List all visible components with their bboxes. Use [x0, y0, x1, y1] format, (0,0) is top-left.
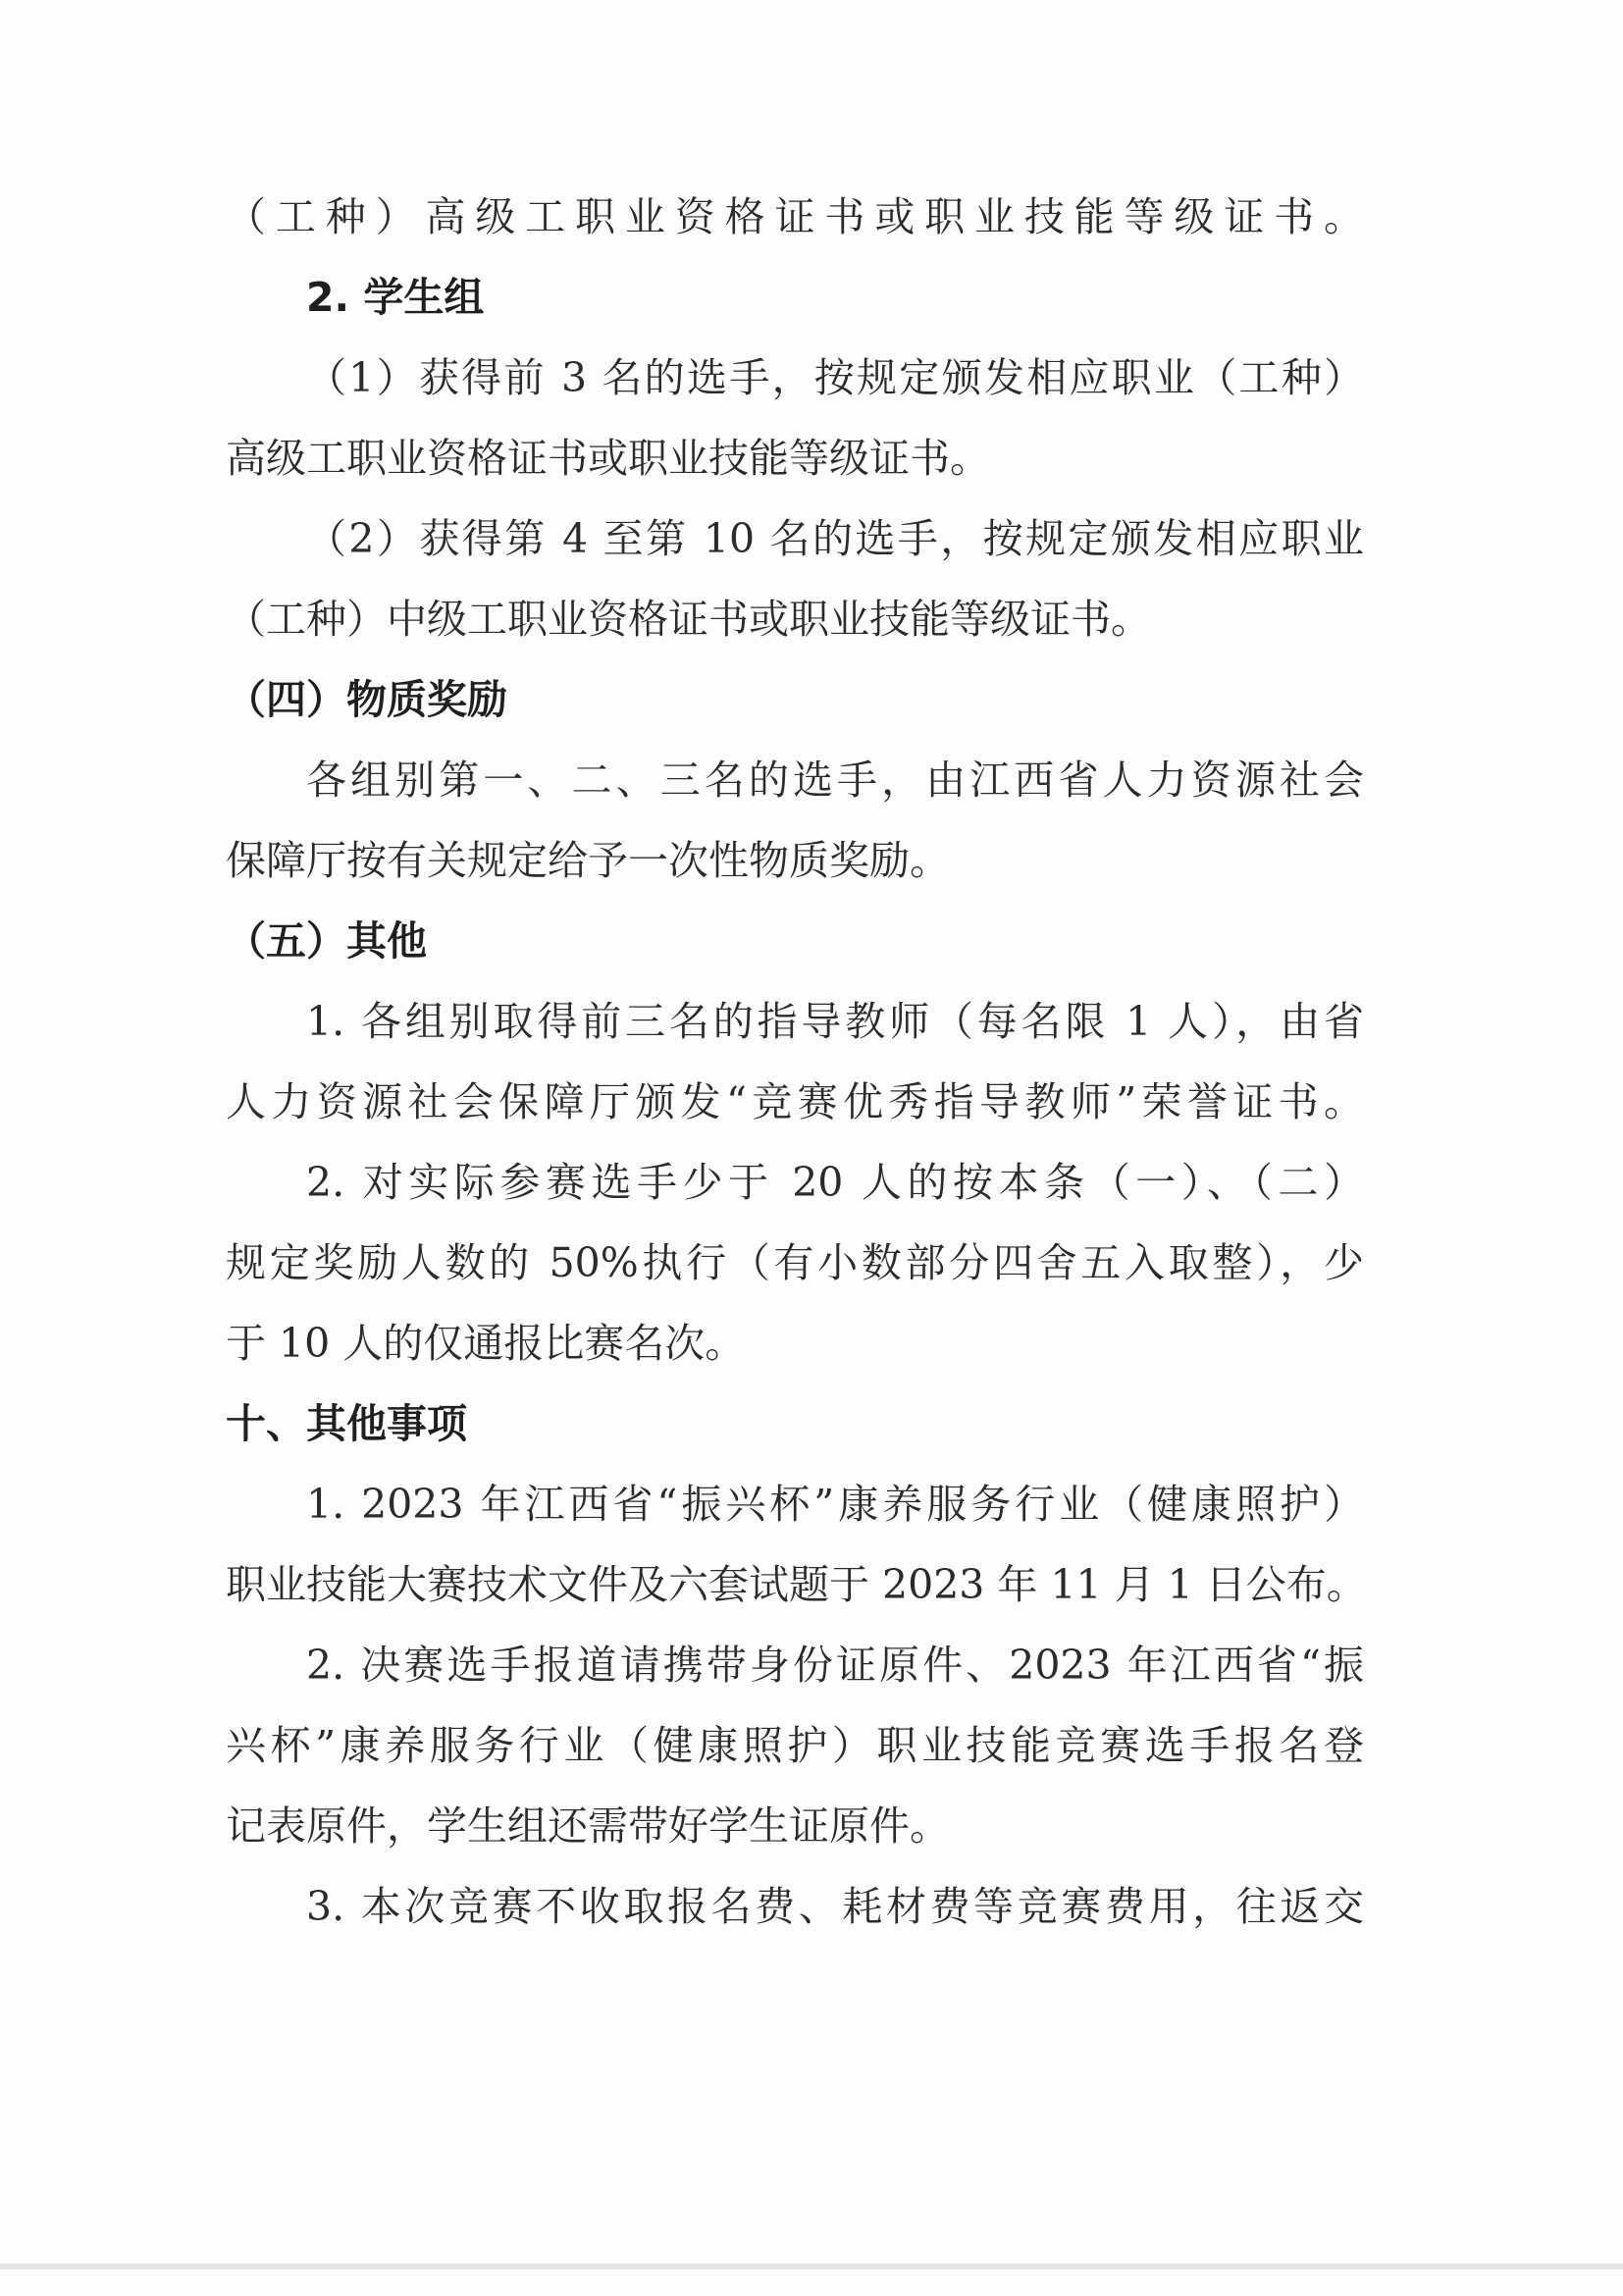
body-line: 人力资源社会保障厅颁发“竞赛优秀指导教师”荣誉证书。 [226, 1078, 1364, 1125]
body-line: （工种）中级工职业资格证书或职业技能等级证书。 [226, 596, 1151, 643]
body-line: 记表原件，学生组还需带好学生证原件。 [226, 1802, 950, 1850]
document-body [226, 177, 1367, 1947]
subheading-student-group: 2. 学生组 [306, 274, 485, 321]
body-line: 高级工职业资格证书或职业技能等级证书。 [226, 435, 990, 482]
body-line: 兴杯”康养服务行业（健康照护）职业技能竞赛选手报名登 [226, 1722, 1364, 1769]
body-line: 规定奖励人数的 50%执行（有小数部分四舍五入取整），少 [226, 1239, 1364, 1286]
page-bottom-edge [0, 2264, 1623, 2270]
body-line: 保障厅按有关规定给予一次性物质奖励。 [226, 837, 950, 884]
body-line: 职业技能大赛技术文件及六套试题于 2023 年 11 月 1 日公布。 [226, 1561, 1367, 1608]
body-line: （工种）高级工职业资格证书或职业技能等级证书。 [226, 193, 1364, 240]
body-line: （1）获得前 3 名的选手，按规定颁发相应职业（工种） [306, 354, 1364, 401]
body-line: 各组别第一、二、三名的选手，由江西省人力资源社会 [306, 757, 1364, 804]
body-line: 1. 2023 年江西省“振兴杯”康养服务行业（健康照护） [306, 1481, 1364, 1528]
body-line: 1. 各组别取得前三名的指导教师（每名限 1 人），由省 [306, 998, 1364, 1045]
section-heading-material-reward: （四）物质奖励 [226, 676, 507, 723]
body-line: 2. 决赛选手报道请携带身份证原件、2023 年江西省“振 [306, 1642, 1364, 1689]
body-line: 3. 本次竞赛不收取报名费、耗材费等竞赛费用，往返交 [306, 1883, 1364, 1930]
body-line: 2. 对实际参赛选手少于 20 人的按本条（一）、（二） [306, 1159, 1364, 1206]
section-heading-other-matters: 十、其他事项 [226, 1400, 467, 1447]
section-heading-other: （五）其他 [226, 917, 427, 965]
body-line: （2）获得第 4 至第 10 名的选手，按规定颁发相应职业 [306, 515, 1364, 562]
body-line: 于 10 人的仅通报比赛名次。 [226, 1320, 746, 1367]
